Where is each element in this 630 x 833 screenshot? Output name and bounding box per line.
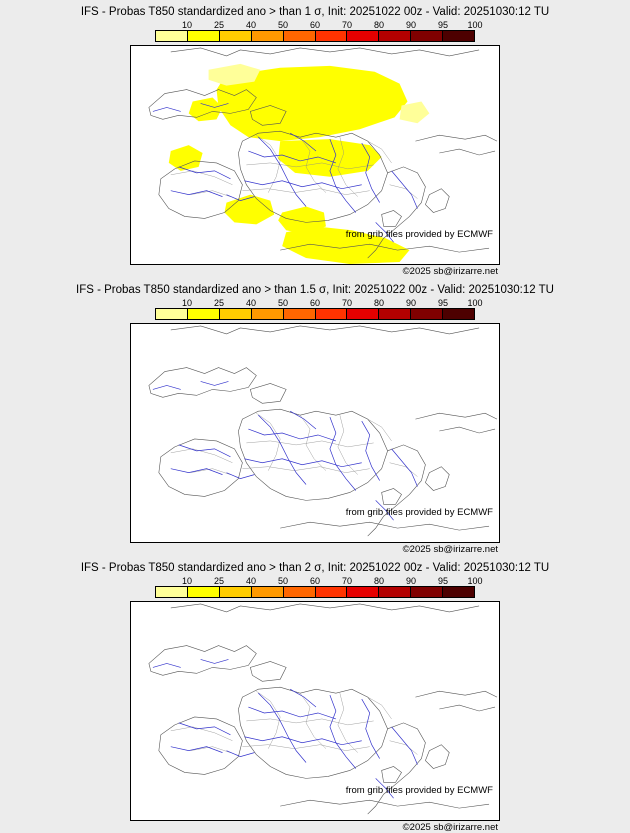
colorbar-tick-2-8: 90 bbox=[405, 298, 417, 308]
colorbar-tick-2-1: 10 bbox=[181, 298, 193, 308]
colorbar-tick-3-1: 10 bbox=[181, 576, 193, 586]
map-canvas-2[interactable] bbox=[130, 323, 500, 543]
map-panel-1 bbox=[0, 0, 630, 277]
ecmwf-credit-3: from grib files provided by ECMWF bbox=[345, 785, 493, 796]
colorbar-tick-1-1: 10 bbox=[181, 20, 193, 30]
colorbar-tick-3-2: 25 bbox=[213, 576, 225, 586]
colorbar-cell bbox=[188, 31, 220, 41]
colorbar-tick-2-4: 50 bbox=[277, 298, 289, 308]
colorbar-1 bbox=[155, 20, 483, 42]
colorbar-bar-2 bbox=[155, 308, 475, 320]
colorbar-tick-1-3: 40 bbox=[245, 20, 257, 30]
colorbar-cell bbox=[379, 31, 411, 41]
colorbar-bar-3 bbox=[155, 586, 475, 598]
colorbar-cell bbox=[411, 309, 443, 319]
colorbar-cell bbox=[252, 31, 284, 41]
coastline-layer bbox=[149, 326, 497, 536]
colorbar-tick-2-9: 95 bbox=[437, 298, 449, 308]
colorbar-tick-2-6: 70 bbox=[341, 298, 353, 308]
colorbar-tick-1-2: 25 bbox=[213, 20, 225, 30]
colorbar-cell bbox=[188, 587, 220, 597]
colorbar-labels-2 bbox=[155, 298, 483, 308]
colorbar-cell bbox=[284, 587, 316, 597]
map-panel-2 bbox=[0, 278, 630, 555]
colorbar-cell bbox=[316, 309, 348, 319]
colorbar-cell bbox=[156, 309, 188, 319]
ecmwf-credit-2: from grib files provided by ECMWF bbox=[345, 507, 493, 518]
colorbar-cell bbox=[347, 309, 379, 319]
colorbar-tick-2-2: 25 bbox=[213, 298, 225, 308]
colorbar-tick-2-7: 80 bbox=[373, 298, 385, 308]
river-layer bbox=[153, 659, 418, 798]
colorbar-cell bbox=[443, 587, 474, 597]
colorbar-cell bbox=[252, 587, 284, 597]
colorbar-2 bbox=[155, 298, 483, 320]
colorbar-cell bbox=[316, 31, 348, 41]
author-credit-1: ©2025 sb@irizarre.net bbox=[402, 266, 498, 277]
colorbar-cell bbox=[411, 31, 443, 41]
colorbar-cell bbox=[252, 309, 284, 319]
colorbar-cell bbox=[379, 587, 411, 597]
colorbar-cell bbox=[347, 31, 379, 41]
admin-boundary-layer bbox=[171, 413, 418, 476]
colorbar-tick-1-8: 90 bbox=[405, 20, 417, 30]
ecmwf-credit-1: from grib files provided by ECMWF bbox=[345, 229, 493, 240]
map-panel-3 bbox=[0, 556, 630, 833]
colorbar-cell bbox=[220, 309, 252, 319]
colorbar-cell bbox=[220, 587, 252, 597]
colorbar-cell bbox=[220, 31, 252, 41]
colorbar-tick-3-9: 95 bbox=[437, 576, 449, 586]
colorbar-tick-3-8: 90 bbox=[405, 576, 417, 586]
map-canvas-3[interactable] bbox=[130, 601, 500, 821]
colorbar-tick-3-6: 70 bbox=[341, 576, 353, 586]
colorbar-tick-1-4: 50 bbox=[277, 20, 289, 30]
colorbar-tick-3-3: 40 bbox=[245, 576, 257, 586]
colorbar-tick-3-7: 80 bbox=[373, 576, 385, 586]
colorbar-labels-3 bbox=[155, 576, 483, 586]
colorbar-tick-2-5: 60 bbox=[309, 298, 321, 308]
colorbar-tick-3-10: 100 bbox=[467, 576, 483, 586]
colorbar-tick-1-9: 95 bbox=[437, 20, 449, 30]
colorbar-cell bbox=[443, 31, 474, 41]
colorbar-3 bbox=[155, 576, 483, 598]
colorbar-tick-1-10: 100 bbox=[467, 20, 483, 30]
colorbar-tick-1-7: 80 bbox=[373, 20, 385, 30]
author-credit-3: ©2025 sb@irizarre.net bbox=[402, 822, 498, 833]
colorbar-cell bbox=[156, 31, 188, 41]
coastline-layer bbox=[149, 604, 497, 814]
colorbar-tick-3-5: 60 bbox=[309, 576, 321, 586]
admin-boundary-layer bbox=[171, 691, 418, 754]
author-credit-2: ©2025 sb@irizarre.net bbox=[402, 544, 498, 555]
panel-title-1: IFS - Probas T850 standardized ano > than 1 σ, Init: 20251022 00z - Valid: 20251030:12 TU bbox=[80, 6, 550, 18]
colorbar-cell bbox=[188, 309, 220, 319]
colorbar-cell bbox=[379, 309, 411, 319]
colorbar-labels-1 bbox=[155, 20, 483, 30]
panel-title-2: IFS - Probas T850 standardized ano > than 1.5 σ, Init: 20251022 00z - Valid: 20251030:12 TU bbox=[76, 284, 554, 296]
colorbar-cell bbox=[284, 31, 316, 41]
colorbar-cell bbox=[284, 309, 316, 319]
colorbar-tick-3-4: 50 bbox=[277, 576, 289, 586]
colorbar-tick-2-10: 100 bbox=[467, 298, 483, 308]
colorbar-tick-1-5: 60 bbox=[309, 20, 321, 30]
map-canvas-1[interactable] bbox=[130, 45, 500, 265]
colorbar-tick-1-6: 70 bbox=[341, 20, 353, 30]
colorbar-cell bbox=[156, 587, 188, 597]
colorbar-cell bbox=[347, 587, 379, 597]
colorbar-cell bbox=[316, 587, 348, 597]
river-layer bbox=[153, 381, 418, 520]
panel-title-3: IFS - Probas T850 standardized ano > than 2 σ, Init: 20251022 00z - Valid: 20251030:12 TU bbox=[80, 562, 550, 574]
colorbar-cell bbox=[443, 309, 474, 319]
colorbar-tick-2-3: 40 bbox=[245, 298, 257, 308]
colorbar-cell bbox=[411, 587, 443, 597]
colorbar-bar-1 bbox=[155, 30, 475, 42]
